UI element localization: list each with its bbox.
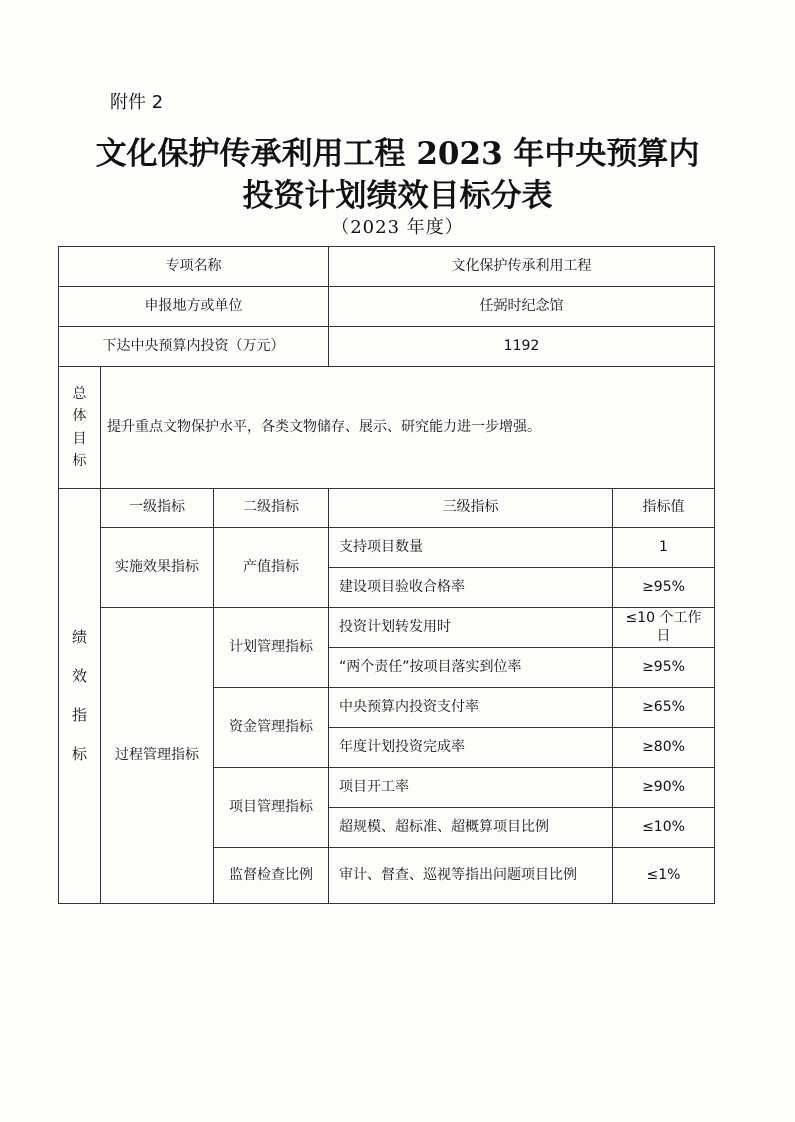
goal-label — [59, 367, 101, 489]
item-name: 年度计划投资完成率 — [329, 728, 613, 768]
performance-target-table — [58, 246, 715, 904]
item-value: ≥90% — [613, 768, 715, 808]
header-level1: 一级指标 — [101, 489, 214, 528]
table-row — [59, 247, 715, 287]
table-row — [59, 287, 715, 327]
item-value: ≥95% — [613, 568, 715, 608]
item-value: ≥65% — [613, 688, 715, 728]
goal-label-text: 总体目标 — [72, 385, 87, 469]
level1-effect: 实施效果指标 — [101, 528, 214, 608]
table-row — [59, 528, 715, 568]
header-value: 指标值 — [613, 489, 715, 528]
item-name: 投资计划转发用时 — [329, 608, 613, 648]
project-name-value: 文化保护传承利用工程 — [329, 247, 715, 287]
item-value: 1 — [613, 528, 715, 568]
item-value: ≤10 个工作日 — [613, 608, 715, 648]
header-level2: 二级指标 — [214, 489, 329, 528]
investment-label: 下达中央预算内投资（万元） — [59, 327, 329, 367]
table-row — [59, 327, 715, 367]
level1-process: 过程管理指标 — [101, 608, 214, 904]
item-name: 支持项目数量 — [329, 528, 613, 568]
item-name: 审计、督查、巡视等指出问题项目比例 — [329, 848, 613, 904]
item-name: 项目开工率 — [329, 768, 613, 808]
table-row — [59, 608, 715, 648]
item-name: 超规模、超标准、超概算项目比例 — [329, 808, 613, 848]
document-year: （2023 年度） — [331, 217, 464, 238]
document-title-line2: 投资计划绩效目标分表 — [242, 178, 553, 214]
level2-project: 项目管理指标 — [214, 768, 329, 848]
applicant-label: 申报地方或单位 — [59, 287, 329, 327]
goal-text: 提升重点文物保护水平，各类文物储存、展示、研究能力进一步增强。 — [101, 367, 715, 489]
item-name: “两个责任”按项目落实到位率 — [329, 648, 613, 688]
level2-plan: 计划管理指标 — [214, 608, 329, 688]
item-value: ≥95% — [613, 648, 715, 688]
project-name-label: 专项名称 — [59, 247, 329, 287]
item-name: 建设项目验收合格率 — [329, 568, 613, 608]
header-level3: 三级指标 — [329, 489, 613, 528]
attachment-label: 附件 2 — [110, 92, 164, 113]
table-header-row — [59, 489, 715, 528]
level2-fund: 资金管理指标 — [214, 688, 329, 768]
performance-label-text: 绩效指标 — [71, 628, 87, 763]
investment-value: 1192 — [329, 327, 715, 367]
item-value: ≤10% — [613, 808, 715, 848]
applicant-value: 任弼时纪念馆 — [329, 287, 715, 327]
table-row — [59, 367, 715, 489]
item-value: ≤1% — [613, 848, 715, 904]
document-title-line1: 文化保护传承利用工程 2023 年中央预算内 — [95, 136, 700, 172]
item-value: ≥80% — [613, 728, 715, 768]
item-name: 中央预算内投资支付率 — [329, 688, 613, 728]
performance-label — [59, 489, 101, 904]
level2-supervision: 监督检查比例 — [214, 848, 329, 904]
level2-output: 产值指标 — [214, 528, 329, 608]
